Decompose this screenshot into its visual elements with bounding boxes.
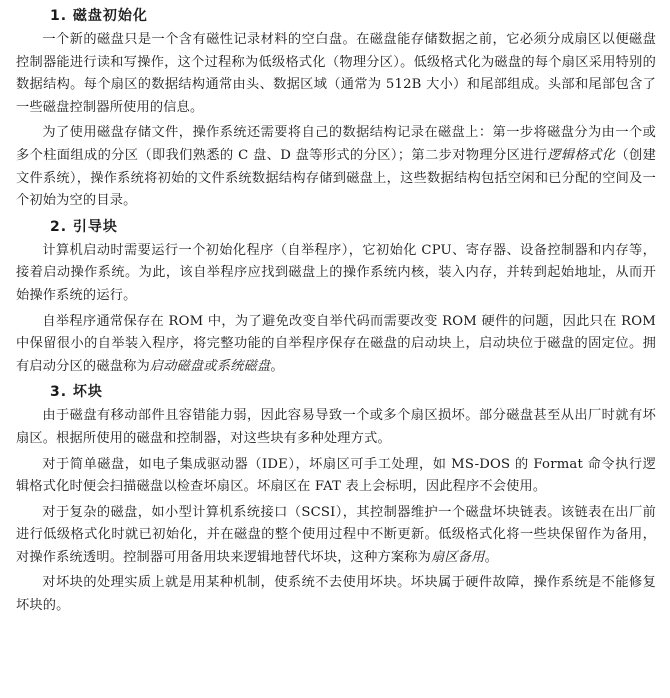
paragraph-text: 。	[484, 549, 498, 565]
paragraph	[16, 311, 656, 379]
paragraph-text: 。	[270, 358, 284, 374]
paragraph-text: 为了使用磁盘存储文件，操作系统还需要将自己的数据结构记录在磁盘上：第一步将磁盘分为由一个或多个柱面组成的分区（即我们熟悉的 C 盘、D 盘等形式的分区）；第二步对物理分区进行	[16, 125, 656, 163]
paragraph: 计算机启动时需要运行一个初始化程序（自举程序），它初始化 CPU、寄存器、设备控制器和内存等，接着启动操作系统。为此，该自举程序应找到磁盘上的操作系统内核，装入内存，并转到起始地址，从而开始操作系统的运行。	[16, 242, 656, 303]
emphasis-term: 启动磁盘或系统磁盘	[149, 358, 271, 374]
emphasis-term: 逻辑格式化	[547, 147, 616, 163]
section-heading-disk-init: 1. 磁盘初始化	[50, 8, 148, 24]
paragraph-text: （创建文件系统），操作系统将初始的文件系统数据结构存储到磁盘上，这些数据结构包括空闲和已分配的空间及一个初始为空的目录。	[16, 147, 656, 209]
paragraph-text: 对于复杂的磁盘，如小型计算机系统接口（SCSI），其控制器维护一个磁盘坏块链表。该链表在出厂前进行低级格式化时就已初始化，并在磁盘的整个使用过程中不断更新。低级格式化将一些块保留作为备用，对操作系统透明。控制器可用备用块来逻辑地替代坏块，这种方案称为	[16, 504, 656, 565]
paragraph	[16, 502, 656, 570]
paragraph: 对坏块的处理实质上就是用某种机制，使系统不去使用坏块。坏块属于硬件故障，操作系统是不能修复坏块的。	[16, 575, 656, 614]
paragraph-text: 自举程序通常保存在 ROM 中，为了避免改变自举代码而需要改变 ROM 硬件的问题，因此只在 ROM 中保留很小的自举装入程序，将完整功能的自举程序保存在磁盘的启动块上，启动块位于磁盘的固定位。拥有启动分区的磁盘称为	[16, 313, 656, 374]
section-heading-bad-blocks: 3. 坏块	[50, 384, 103, 401]
paragraph: 对于简单磁盘，如电子集成驱动器（IDE），坏扇区可手工处理，如 MS-DOS 的 Format 命令执行逻辑格式化时便会扫描磁盘以检查坏扇区。坏扇区在 FAT 表上会标明，因此程序不会使用。	[16, 456, 656, 495]
paragraph: 一个新的磁盘只是一个含有磁性记录材料的空白盘。在磁盘能存储数据之前，它必须分成扇区以便磁盘控制器能进行读和写操作，这个过程称为低级格式化（物理分区）。低级格式化为磁盘的每个扇区采用特别的数据结构。每个扇区的数据结构通常由头、数据区域（通常为 512B 大小）和尾部组成。头部和尾部包含了一些磁盘控制器所使用的信息。	[16, 32, 656, 115]
emphasis-term: 扇区备用	[431, 549, 485, 565]
paragraph	[16, 122, 656, 212]
section-heading-boot-block: 2. 引导块	[50, 218, 118, 235]
paragraph: 由于磁盘有移动部件且容错能力弱，因此容易导致一个或多个扇区损坏。部分磁盘甚至从出厂时就有坏扇区。根据所使用的磁盘和控制器，对这些块有多种处理方式。	[16, 408, 656, 446]
